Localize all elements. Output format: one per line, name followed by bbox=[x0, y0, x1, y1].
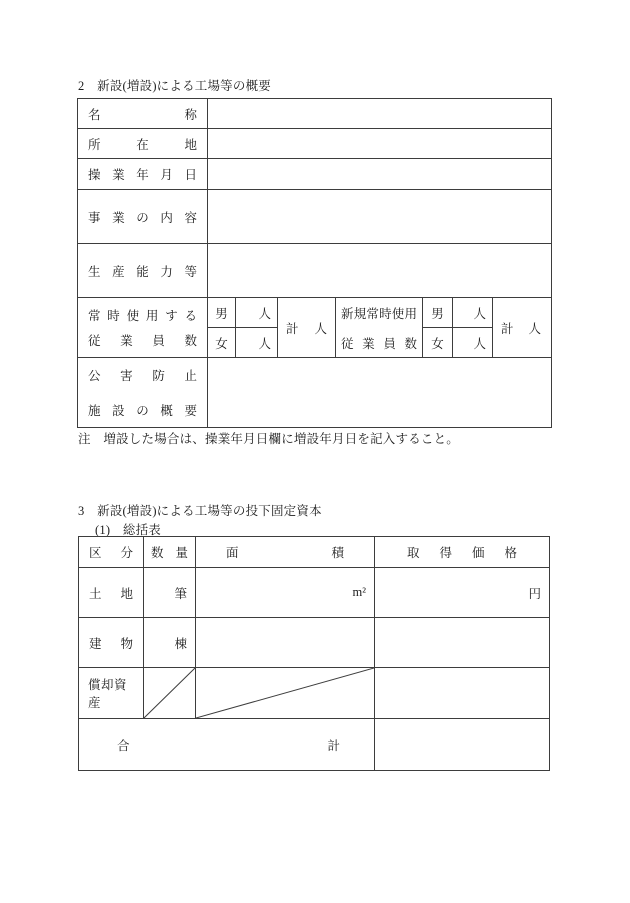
business-value-cell bbox=[208, 190, 551, 243]
note-text: 注 増設した場合は、操業年月日欄に増設年月日を記入すること。 bbox=[78, 432, 460, 446]
capacity-label bbox=[78, 244, 208, 297]
land-label-text: 土 地 bbox=[89, 586, 133, 601]
building-quantity-cell: 棟 bbox=[144, 618, 196, 667]
pollution-label bbox=[78, 358, 208, 427]
diagonal-line-icon bbox=[196, 668, 374, 718]
header-area-text: 面 積 bbox=[226, 546, 344, 560]
employees-label bbox=[78, 298, 208, 357]
land-quantity-cell: 筆 bbox=[144, 568, 196, 617]
total-label-cell bbox=[79, 719, 375, 770]
new-employees-label-line2: 従 業 員 数 bbox=[341, 336, 417, 351]
depreciable-price-cell bbox=[375, 668, 549, 718]
capital-header-row bbox=[79, 537, 549, 567]
depreciable-row bbox=[79, 667, 549, 718]
new-female-subrow bbox=[423, 327, 492, 357]
current-total-unit: 人 bbox=[314, 321, 327, 336]
depreciable-quantity-strike bbox=[144, 668, 196, 718]
depreciable-area-strike bbox=[196, 668, 375, 718]
section2-title: 2 新設(増設)による工場等の概要 bbox=[78, 79, 271, 93]
new-employees-grid bbox=[423, 298, 493, 357]
pollution-label-line2: 施 設 の 概 要 bbox=[88, 404, 197, 418]
location-row bbox=[78, 128, 551, 158]
employees-cells bbox=[208, 298, 551, 357]
capacity-row bbox=[78, 243, 551, 297]
pollution-value-cell bbox=[208, 358, 551, 427]
name-label-text: 名 称 bbox=[88, 107, 197, 122]
operation-date-label-text: 操 業 年 月 日 bbox=[88, 168, 197, 182]
building-area-cell bbox=[196, 618, 375, 667]
capacity-label-text: 生 産 能 力 等 bbox=[88, 264, 197, 279]
location-label-text: 所 在 地 bbox=[88, 137, 197, 152]
new-female-count-cell: 人 bbox=[473, 336, 486, 351]
current-total-label: 計 bbox=[286, 321, 299, 336]
operation-date-label bbox=[78, 159, 208, 189]
new-total-cell bbox=[493, 298, 551, 357]
depreciable-label: 償却資産 bbox=[79, 668, 144, 718]
pollution-row bbox=[78, 357, 551, 427]
header-category-text: 区 分 bbox=[89, 546, 133, 560]
header-quantity-text: 数 量 bbox=[151, 546, 188, 560]
location-value-cell bbox=[208, 129, 551, 158]
pollution-label-line1: 公 害 防 止 bbox=[88, 369, 197, 383]
name-row bbox=[78, 99, 551, 128]
header-area-cell bbox=[196, 537, 375, 567]
capacity-value-cell bbox=[208, 244, 551, 297]
business-row bbox=[78, 189, 551, 243]
overview-table bbox=[77, 98, 552, 428]
land-label bbox=[79, 568, 144, 617]
operation-date-row bbox=[78, 158, 551, 189]
land-price-cell: 円 bbox=[528, 586, 541, 601]
employees-label-line2: 従 業 員 数 bbox=[88, 334, 197, 348]
land-area-cell: m² bbox=[196, 568, 375, 617]
employees-label-line1: 常 時 使 用 す る bbox=[88, 309, 197, 323]
operation-date-value-cell bbox=[208, 159, 551, 189]
new-male-count-cell: 人 bbox=[473, 306, 486, 321]
new-male-subrow bbox=[423, 298, 492, 327]
new-employees-label-line1: 新 規 常 時 使 用 bbox=[341, 306, 417, 321]
current-male-count-cell: 人 bbox=[258, 306, 271, 321]
total-price-cell bbox=[375, 719, 549, 770]
location-label bbox=[78, 129, 208, 158]
header-quantity-cell bbox=[144, 537, 196, 567]
employees-row bbox=[78, 297, 551, 357]
name-label bbox=[78, 99, 208, 128]
current-employees-grid bbox=[208, 298, 278, 357]
land-row bbox=[79, 567, 549, 617]
new-male-label: 男 bbox=[423, 298, 453, 327]
new-total-unit: 人 bbox=[528, 321, 541, 336]
current-female-label: 女 bbox=[208, 328, 236, 357]
capital-table bbox=[78, 536, 550, 771]
section3-title: 3 新設(増設)による工場等の投下固定資本 bbox=[78, 504, 322, 518]
total-label-right: 計 bbox=[327, 738, 340, 753]
new-employees-label bbox=[336, 298, 423, 357]
building-row bbox=[79, 617, 549, 667]
diagonal-line-icon bbox=[144, 668, 195, 718]
current-male-label: 男 bbox=[208, 298, 236, 327]
total-row bbox=[79, 718, 549, 770]
current-female-subrow bbox=[208, 327, 277, 357]
section3-subtitle: (1) 総括表 bbox=[95, 523, 161, 537]
header-price-cell bbox=[375, 537, 549, 567]
new-female-label: 女 bbox=[423, 328, 453, 357]
building-label bbox=[79, 618, 144, 667]
current-female-count-cell: 人 bbox=[258, 336, 271, 351]
building-label-text: 建 物 bbox=[89, 636, 133, 651]
header-category-cell bbox=[79, 537, 144, 567]
name-value-cell bbox=[208, 99, 551, 128]
current-male-subrow bbox=[208, 298, 277, 327]
new-total-label: 計 bbox=[501, 321, 514, 336]
business-label-text: 事 業 の 内 容 bbox=[88, 210, 197, 225]
header-price-text: 取 得 価 格 bbox=[407, 546, 517, 560]
business-label bbox=[78, 190, 208, 243]
total-label-left: 合 bbox=[117, 738, 130, 753]
current-total-cell bbox=[278, 298, 336, 357]
building-price-cell bbox=[375, 618, 549, 667]
